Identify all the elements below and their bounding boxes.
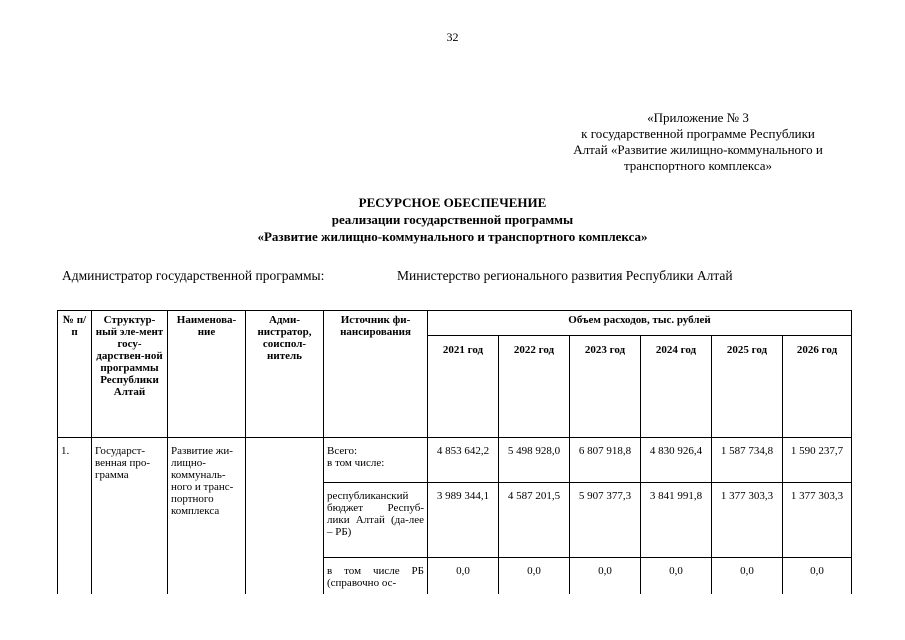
value-total-2026: 1 590 237,7 (783, 438, 852, 483)
header-year-2025: 2025 год (712, 336, 783, 438)
title-line-1: РЕСУРСНОЕ ОБЕСПЕЧЕНИЕ (358, 195, 547, 210)
value-total-2024: 4 830 926,4 (641, 438, 712, 483)
page-number: 32 (446, 30, 459, 44)
value-total-2022: 5 498 928,0 (499, 438, 570, 483)
header-year-2023: 2023 год (570, 336, 641, 438)
table-row (58, 438, 852, 483)
source-rb: республиканский бюджет Респуб-лики Алтай (да-лее – РБ) (324, 483, 428, 558)
value-ref-2022: 0,0 (499, 558, 570, 599)
value-rb-2021: 3 989 344,1 (428, 483, 499, 558)
header-num: № п/п (58, 311, 92, 438)
header-element: Структур-ный эле-мент госу-дарствен-ной программы Республики Алтай (92, 311, 168, 438)
appendix-line-4: транспортного комплекса» (623, 158, 773, 173)
value-total-2021: 4 853 642,2 (428, 438, 499, 483)
value-total-2025: 1 587 734,8 (712, 438, 783, 483)
header-year-2022: 2022 год (499, 336, 570, 438)
header-name: Наименова-ние (168, 311, 246, 438)
source-rb-reference: в том числе РБ (справочно ос- (324, 558, 428, 599)
value-ref-2021: 0,0 (428, 558, 499, 599)
row-num: 1. (58, 438, 92, 599)
row-element: Государст-венная про-грамма (92, 438, 168, 599)
appendix-line-2: к государственной программе Республики (581, 126, 815, 141)
header-year-2024: 2024 год (641, 336, 712, 438)
header-admin: Адми-нистратор, соиспол-нитель (246, 311, 324, 438)
header-volume: Объем расходов, тыс. рублей (428, 311, 852, 336)
resource-table (57, 310, 852, 599)
row-admin (246, 438, 324, 599)
value-ref-2026: 0,0 (783, 558, 852, 599)
appendix-note (548, 110, 848, 174)
value-rb-2026: 1 377 303,3 (783, 483, 852, 558)
value-rb-2023: 5 907 377,3 (570, 483, 641, 558)
value-ref-2025: 0,0 (712, 558, 783, 599)
value-rb-2025: 1 377 303,3 (712, 483, 783, 558)
source-total: Всего: в том числе: (324, 438, 428, 483)
appendix-line-3: Алтай «Развитие жилищно-коммунального и (573, 142, 823, 157)
value-rb-2022: 4 587 201,5 (499, 483, 570, 558)
page-cutoff (0, 594, 905, 640)
appendix-line-1: «Приложение № 3 (647, 110, 749, 125)
administrator-value: Министерство регионального развития Республики Алтай (397, 268, 733, 283)
row-name: Развитие жи-лищно-коммуналь-ного и транс-портного комплекса (168, 438, 246, 599)
header-year-2026: 2026 год (783, 336, 852, 438)
value-ref-2024: 0,0 (641, 558, 712, 599)
title-line-3: «Развитие жилищно-коммунального и транспортного комплекса» (257, 229, 648, 244)
value-rb-2024: 3 841 991,8 (641, 483, 712, 558)
header-source: Источник фи-нансирования (324, 311, 428, 438)
administrator-label: Администратор государственной программы: (62, 268, 325, 283)
title-line-2: реализации государственной программы (331, 212, 574, 227)
value-total-2023: 6 807 918,8 (570, 438, 641, 483)
header-year-2021: 2021 год (428, 336, 499, 438)
value-ref-2023: 0,0 (570, 558, 641, 599)
document-title (0, 194, 905, 245)
